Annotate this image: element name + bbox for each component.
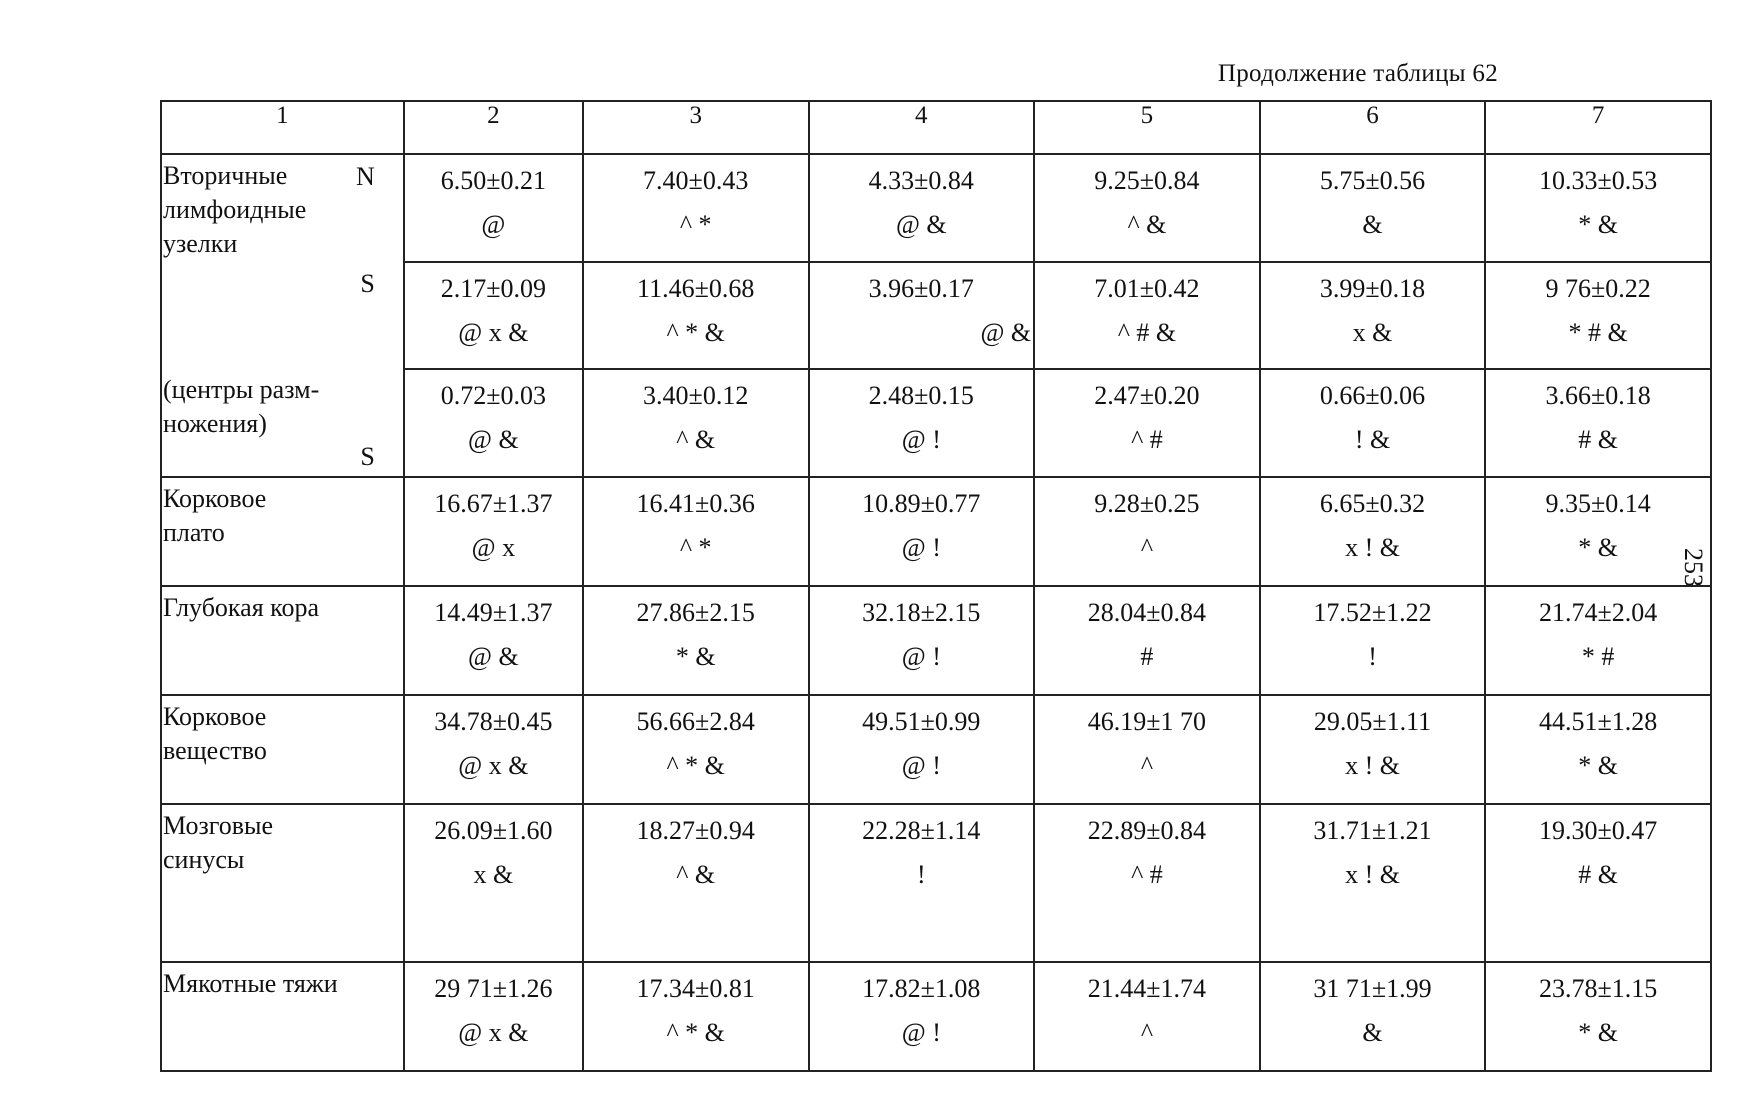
table-cell bbox=[1260, 369, 1486, 477]
cell-marks: @ ! bbox=[901, 751, 941, 780]
table-cell bbox=[809, 695, 1035, 804]
table-row bbox=[161, 154, 1711, 262]
row-label-line: Корковое bbox=[163, 484, 267, 513]
cell-marks: @ ! bbox=[901, 533, 941, 562]
table-cell bbox=[583, 369, 809, 477]
column-header: 2 bbox=[404, 101, 583, 154]
cell-value: 18.27±0.94 bbox=[636, 816, 755, 845]
table-cell bbox=[1034, 154, 1260, 262]
cell-marks: # bbox=[1140, 642, 1154, 671]
cell-value: 9.28±0.25 bbox=[1094, 489, 1200, 518]
table-cell bbox=[1485, 695, 1711, 804]
row-label bbox=[161, 695, 404, 804]
cell-value: 3.96±0.17 bbox=[868, 274, 974, 303]
table-row bbox=[161, 262, 1711, 369]
table-cell bbox=[1485, 262, 1711, 369]
cell-value: 9.35±0.14 bbox=[1545, 489, 1651, 518]
table-row bbox=[161, 804, 1711, 962]
cell-value: 10.33±0.53 bbox=[1539, 166, 1658, 195]
table-cell bbox=[809, 369, 1035, 477]
cell-value: 31.71±1.21 bbox=[1313, 816, 1432, 845]
cell-value: 6.50±0.21 bbox=[440, 166, 546, 195]
table-cell bbox=[1485, 962, 1711, 1071]
table-cell bbox=[583, 262, 809, 369]
table-cell bbox=[1034, 369, 1260, 477]
table-cell bbox=[583, 695, 809, 804]
column-header: 6 bbox=[1260, 101, 1486, 154]
column-header: 5 bbox=[1034, 101, 1260, 154]
table-cell bbox=[1034, 586, 1260, 695]
cell-value: 2.17±0.09 bbox=[440, 274, 546, 303]
cell-value: 11.46±0.68 bbox=[637, 274, 755, 303]
cell-value: 31 71±1.99 bbox=[1313, 974, 1432, 1003]
table-cell bbox=[583, 477, 809, 586]
table-cell bbox=[404, 962, 583, 1071]
cell-marks: @ & bbox=[468, 425, 519, 454]
cell-marks: # & bbox=[1578, 860, 1619, 889]
cell-marks: * & bbox=[1578, 210, 1619, 239]
cell-value: 29 71±1.26 bbox=[434, 974, 553, 1003]
cell-value: 3.66±0.18 bbox=[1545, 381, 1651, 410]
row-label-line: Мозговые bbox=[163, 811, 274, 840]
table-cell bbox=[1260, 262, 1486, 369]
cell-marks: ^ * & bbox=[666, 751, 725, 780]
table-cell bbox=[1034, 262, 1260, 369]
table-cell bbox=[1260, 804, 1486, 962]
cell-value: 3.99±0.18 bbox=[1319, 274, 1426, 303]
cell-value: 14.49±1.37 bbox=[434, 598, 553, 627]
row-label bbox=[161, 369, 404, 477]
cell-marks: @ & bbox=[468, 642, 519, 671]
table-cell bbox=[809, 804, 1035, 962]
row-label-line: ножения) bbox=[163, 409, 267, 438]
cell-marks: ^ & bbox=[1127, 210, 1167, 239]
cell-marks: ^ # bbox=[1131, 860, 1163, 889]
cell-value: 4.33±0.84 bbox=[868, 166, 974, 195]
cell-value: 19.30±0.47 bbox=[1539, 816, 1658, 845]
cell-marks: ^ bbox=[1140, 1018, 1154, 1047]
table-cell bbox=[583, 154, 809, 262]
column-header: 1 bbox=[161, 101, 404, 154]
cell-value: 16.67±1.37 bbox=[434, 489, 553, 518]
column-header: 7 bbox=[1485, 101, 1711, 154]
cell-marks: @ ! bbox=[901, 425, 941, 454]
table-row bbox=[161, 477, 1711, 586]
cell-marks: x ! & bbox=[1345, 751, 1400, 780]
cell-marks: ^ * & bbox=[666, 1018, 725, 1047]
cell-value: 56.66±2.84 bbox=[636, 707, 755, 736]
table-cell bbox=[404, 804, 583, 962]
row-label-line: Корковое bbox=[163, 702, 267, 731]
cell-marks: ^ # bbox=[1131, 425, 1163, 454]
header-row bbox=[161, 101, 1711, 154]
cell-value: 29.05±1.11 bbox=[1313, 707, 1432, 736]
table-cell bbox=[809, 586, 1035, 695]
table-cell bbox=[1260, 477, 1486, 586]
cell-marks: ^ * & bbox=[666, 318, 725, 347]
cell-value: 3.40±0.12 bbox=[643, 381, 749, 410]
table-cell bbox=[1485, 477, 1711, 586]
cell-marks: x & bbox=[1352, 318, 1393, 347]
table-cell bbox=[1034, 477, 1260, 586]
cell-value: 28.04±0.84 bbox=[1087, 598, 1207, 627]
table-cell bbox=[1485, 804, 1711, 962]
row-label-line: лимфоидные bbox=[163, 195, 307, 224]
cell-value: 22.89±0.84 bbox=[1087, 816, 1207, 845]
cell-marks: @ & bbox=[895, 210, 947, 239]
cell-marks: @ x & bbox=[458, 751, 529, 780]
cell-value: 17.52±1.22 bbox=[1313, 598, 1432, 627]
row-label bbox=[161, 477, 404, 586]
cell-value: 5.75±0.56 bbox=[1319, 166, 1426, 195]
row-label-line: синусы bbox=[163, 845, 245, 874]
cell-value: 46.19±1 70 bbox=[1087, 707, 1207, 736]
table-cell bbox=[404, 477, 583, 586]
cell-value: 44.51±1.28 bbox=[1539, 707, 1658, 736]
cell-value: 7.40±0.43 bbox=[643, 166, 749, 195]
row-label bbox=[161, 154, 404, 262]
cell-value: 7.01±0.42 bbox=[1094, 274, 1200, 303]
row-flag: N bbox=[356, 162, 375, 191]
table-row bbox=[161, 695, 1711, 804]
cell-value: 27.86±2.15 bbox=[636, 598, 755, 627]
row-label-line: плато bbox=[163, 518, 225, 547]
cell-marks: & bbox=[1362, 210, 1383, 239]
cell-marks: * & bbox=[1578, 1018, 1619, 1047]
table-cell bbox=[1485, 586, 1711, 695]
cell-marks: ^ * bbox=[679, 533, 712, 562]
table-cell bbox=[1485, 369, 1711, 477]
cell-marks: @ & bbox=[980, 318, 1032, 347]
cell-value: 9.25±0.84 bbox=[1094, 166, 1200, 195]
page-number: 253 bbox=[1679, 548, 1708, 587]
cell-value: 10.89±0.77 bbox=[862, 489, 981, 518]
table-cell bbox=[1260, 695, 1486, 804]
cell-marks: ^ * bbox=[679, 210, 712, 239]
column-header: 3 bbox=[583, 101, 809, 154]
cell-marks: ^ & bbox=[676, 860, 716, 889]
row-label-line: вещество bbox=[163, 736, 267, 765]
cell-value: 6.65±0.32 bbox=[1319, 489, 1426, 518]
cell-marks: ^ bbox=[1140, 751, 1154, 780]
table-cell bbox=[1485, 154, 1711, 262]
cell-marks: ^ & bbox=[676, 425, 716, 454]
cell-marks: @ ! bbox=[901, 1018, 941, 1047]
table-continuation-caption: Продолжение таблицы 62 bbox=[1217, 60, 1498, 87]
table-row bbox=[161, 369, 1711, 477]
cell-value: 21.74±2.04 bbox=[1539, 598, 1658, 627]
table-cell bbox=[404, 369, 583, 477]
cell-value: 17.82±1.08 bbox=[862, 974, 981, 1003]
table-cell bbox=[404, 695, 583, 804]
row-flag: S bbox=[360, 269, 375, 298]
cell-marks: x & bbox=[473, 860, 514, 889]
table-row bbox=[161, 586, 1711, 695]
cell-value: 0.72±0.03 bbox=[440, 381, 546, 410]
table-cell bbox=[809, 477, 1035, 586]
cell-marks: * & bbox=[1578, 533, 1619, 562]
cell-marks: @ bbox=[481, 210, 506, 239]
cell-marks: @ x bbox=[471, 533, 516, 562]
cell-value: 9 76±0.22 bbox=[1545, 274, 1651, 303]
cell-marks: * & bbox=[675, 642, 716, 671]
table-cell bbox=[809, 262, 1035, 369]
cell-marks: # & bbox=[1578, 425, 1619, 454]
cell-value: 32.18±2.15 bbox=[862, 598, 981, 627]
row-label-line: Мякотные тяжи bbox=[163, 969, 338, 998]
cell-marks: ! & bbox=[1354, 425, 1391, 454]
cell-marks: @ x & bbox=[458, 318, 529, 347]
row-label bbox=[161, 262, 404, 369]
row-label bbox=[161, 586, 404, 695]
cell-marks: @ ! bbox=[901, 642, 941, 671]
cell-value: 22.28±1.14 bbox=[862, 816, 981, 845]
cell-value: 16.41±0.36 bbox=[636, 489, 755, 518]
data-table bbox=[160, 100, 1712, 1072]
cell-marks: * # bbox=[1581, 642, 1615, 671]
row-label-line: Вторичные bbox=[163, 161, 288, 190]
row-label-line: (центры разм- bbox=[163, 375, 320, 404]
cell-value: 23.78±1.15 bbox=[1539, 974, 1658, 1003]
table-cell bbox=[1034, 962, 1260, 1071]
cell-marks: x ! & bbox=[1345, 533, 1400, 562]
table-cell bbox=[809, 962, 1035, 1071]
row-label-line: узелки bbox=[163, 229, 238, 258]
cell-value: 21.44±1.74 bbox=[1087, 974, 1207, 1003]
table-cell bbox=[1034, 804, 1260, 962]
row-label-line: Глубокая кора bbox=[163, 593, 320, 622]
table-cell bbox=[809, 154, 1035, 262]
cell-value: 2.48±0.15 bbox=[868, 381, 974, 410]
cell-value: 49.51±0.99 bbox=[862, 707, 981, 736]
cell-marks: & bbox=[1362, 1018, 1383, 1047]
cell-marks: * & bbox=[1578, 751, 1619, 780]
cell-marks: @ x & bbox=[458, 1018, 529, 1047]
table-cell bbox=[404, 262, 583, 369]
row-label bbox=[161, 962, 404, 1071]
table-cell bbox=[1034, 695, 1260, 804]
cell-marks: * # & bbox=[1568, 318, 1628, 347]
table-cell bbox=[583, 586, 809, 695]
table-cell bbox=[1260, 586, 1486, 695]
cell-marks: ^ bbox=[1140, 533, 1154, 562]
table-row bbox=[161, 962, 1711, 1071]
cell-marks: ! bbox=[1368, 642, 1377, 671]
cell-value: 26.09±1.60 bbox=[434, 816, 553, 845]
cell-marks: x ! & bbox=[1345, 860, 1400, 889]
table-cell bbox=[404, 154, 583, 262]
cell-value: 17.34±0.81 bbox=[636, 974, 755, 1003]
cell-marks: ^ # & bbox=[1117, 318, 1177, 347]
row-label bbox=[161, 804, 404, 962]
table-cell bbox=[404, 586, 583, 695]
cell-value: 34.78±0.45 bbox=[434, 707, 553, 736]
cell-value: 2.47±0.20 bbox=[1094, 381, 1200, 410]
cell-value: 0.66±0.06 bbox=[1319, 381, 1426, 410]
table-cell bbox=[1260, 962, 1486, 1071]
table-cell bbox=[1260, 154, 1486, 262]
column-header: 4 bbox=[809, 101, 1035, 154]
cell-marks: ! bbox=[916, 860, 926, 889]
table-cell bbox=[583, 804, 809, 962]
table-cell bbox=[583, 962, 809, 1071]
row-flag: S bbox=[360, 442, 375, 471]
